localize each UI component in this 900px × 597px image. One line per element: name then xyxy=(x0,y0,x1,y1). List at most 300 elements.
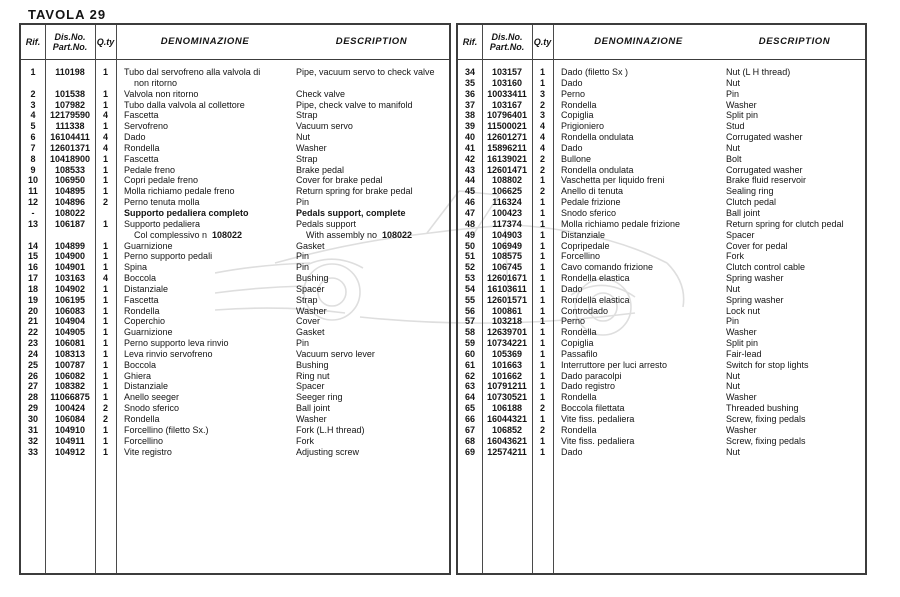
denominazione-cell: Guarnizione xyxy=(124,327,173,338)
quantity-cell: 1 xyxy=(102,327,108,338)
ref-number-cell: 17 xyxy=(27,273,38,284)
denominazione-cell: Snodo sferico xyxy=(124,403,180,414)
quantity-cell: 1 xyxy=(539,359,545,370)
table-row xyxy=(458,100,865,111)
quantity-cell xyxy=(95,208,116,219)
quantity-cell: 1 xyxy=(539,446,545,457)
denominazione-cell: Dado xyxy=(124,132,146,143)
table-body xyxy=(21,60,449,457)
ref-number-cell: 5 xyxy=(30,121,36,132)
part-number-cell: 106852 xyxy=(491,424,523,435)
part-number-cell: 101662 xyxy=(491,370,523,381)
table-row xyxy=(21,447,449,458)
table-row xyxy=(458,262,865,273)
ref-number-cell: 39 xyxy=(464,121,475,132)
description-cell: Bolt xyxy=(726,153,742,164)
table-row xyxy=(21,338,449,349)
part-number-cell: 104912 xyxy=(54,446,86,457)
part-number-cell: 104911 xyxy=(55,435,85,446)
part-number-cell: 12601671 xyxy=(486,273,528,284)
denominazione-cell: Snodo sferico xyxy=(561,207,617,218)
denominazione-cell: Pedale frizione xyxy=(561,197,621,208)
table-row xyxy=(458,110,865,121)
header-description: DESCRIPTION xyxy=(335,36,408,47)
part-number-cell: 108575 xyxy=(491,251,523,262)
part-number-cell: 108313 xyxy=(54,348,86,359)
denominazione-cell: Forcellino (filetto Sx.) xyxy=(124,424,209,435)
table-row xyxy=(21,273,449,284)
part-number-cell: 16043621 xyxy=(486,435,528,446)
part-number-cell: 108533 xyxy=(54,164,86,175)
ref-number-cell: 65 xyxy=(464,403,475,414)
part-number-cell: 104901 xyxy=(54,262,86,273)
header-denominazione: DENOMINAZIONE xyxy=(594,36,683,47)
table-row xyxy=(458,251,865,262)
table-row xyxy=(21,121,449,132)
description-cell: Corrugated washer xyxy=(726,164,803,175)
description-cell: Spacer xyxy=(296,381,325,392)
part-number-cell: 104910 xyxy=(54,424,86,435)
quantity-cell: 1 xyxy=(539,77,545,88)
quantity-cell: 1 xyxy=(102,88,108,99)
ref-number-cell: 16 xyxy=(27,262,38,273)
quantity-cell: 2 xyxy=(102,197,108,208)
quantity-cell: 1 xyxy=(539,197,545,208)
quantity-cell: 1 xyxy=(539,348,545,359)
table-row xyxy=(458,447,865,458)
description-cell: Fork xyxy=(296,435,314,446)
quantity-cell: 1 xyxy=(102,446,108,457)
description-cell: Washer xyxy=(726,392,757,403)
ref-number-cell: 44 xyxy=(464,175,475,186)
table-row xyxy=(458,392,865,403)
quantity-cell: 1 xyxy=(102,121,108,132)
denominazione-cell: Anello seeger xyxy=(124,392,180,403)
quantity-cell: 2 xyxy=(539,99,545,110)
table-row xyxy=(21,186,449,197)
ref-number-cell: 55 xyxy=(464,294,475,305)
description-cell: Threaded bushing xyxy=(726,403,799,414)
part-number-cell: 104905 xyxy=(54,327,86,338)
table-row xyxy=(458,295,865,306)
table-row xyxy=(21,154,449,165)
part-number-cell: 103160 xyxy=(491,77,523,88)
table-row xyxy=(458,414,865,425)
description-cell: Gasket xyxy=(296,240,325,251)
ref-number-cell: 19 xyxy=(27,294,38,305)
description-cell: Strap xyxy=(296,110,318,121)
quantity-cell: 1 xyxy=(102,305,108,316)
table-row xyxy=(21,436,449,447)
ref-number-cell: 13 xyxy=(27,218,38,229)
ref-number-cell: 22 xyxy=(27,327,38,338)
description-cell: Adjusting screw xyxy=(296,446,360,457)
part-number-cell: 104904 xyxy=(54,316,86,327)
quantity-cell: 1 xyxy=(539,283,545,294)
denominazione-cell: Copiglia xyxy=(561,110,594,121)
table-row xyxy=(21,284,449,295)
ref-number-cell: 7 xyxy=(30,142,36,153)
description-cell: Return spring for brake pedal xyxy=(296,186,413,197)
header-part-no: Dis.No. Part.No. xyxy=(489,32,525,52)
quantity-cell: 4 xyxy=(102,273,108,284)
part-number-cell: 12601571 xyxy=(486,294,528,305)
part-number-cell: 15896211 xyxy=(487,142,527,153)
description-cell: Pipe, check valve to manifold xyxy=(296,99,413,110)
ref-number-cell: 53 xyxy=(464,273,475,284)
quantity-cell: 1 xyxy=(539,240,545,251)
description-cell: Nut xyxy=(726,142,741,153)
parts-table-left xyxy=(19,23,451,575)
table-row xyxy=(458,78,865,89)
quantity-cell: 1 xyxy=(102,294,108,305)
part-number-cell: 106745 xyxy=(491,262,523,273)
table-row xyxy=(458,132,865,143)
denominazione-cell: Distanziale xyxy=(124,381,169,392)
quantity-cell: 1 xyxy=(102,262,108,273)
description-cell: Pin xyxy=(296,251,310,262)
description-cell: Clutch control cable xyxy=(726,262,806,273)
description-cell: Corrugated washer xyxy=(726,132,803,143)
quantity-cell: 1 xyxy=(102,164,108,175)
denominazione-cell: Rondella ondulata xyxy=(561,164,634,175)
table-row xyxy=(21,414,449,425)
description-cell: Vacuum servo xyxy=(296,121,353,132)
part-number-cell: 103167 xyxy=(491,99,523,110)
part-number-cell: 108382 xyxy=(54,381,86,392)
header-qty: Q.ty xyxy=(533,37,552,47)
description-cell: Lock nut xyxy=(726,305,761,316)
description-cell: Check valve xyxy=(296,88,346,99)
description-cell: Washer xyxy=(726,424,757,435)
description-cell: Nut xyxy=(726,370,741,381)
denominazione-cell: Anello di tenuta xyxy=(561,186,624,197)
ref-number-cell: 38 xyxy=(464,110,475,121)
part-number-cell: 106188 xyxy=(491,403,523,414)
ref-number-cell: 8 xyxy=(30,153,36,164)
ref-number-cell: 42 xyxy=(464,153,475,164)
part-number-cell: 105369 xyxy=(491,348,523,359)
header-rif: Rif. xyxy=(462,37,478,47)
part-number-cell: 12601471 xyxy=(486,164,528,175)
ref-number-cell: 68 xyxy=(464,435,475,446)
description-cell: Washer xyxy=(296,305,327,316)
quantity-cell: 1 xyxy=(102,240,108,251)
denominazione-cell: Dado xyxy=(561,446,583,457)
ref-number-cell: 40 xyxy=(464,132,475,143)
ref-number-cell: 69 xyxy=(464,446,475,457)
ref-number-cell: 26 xyxy=(27,370,38,381)
part-number-cell: 108022 xyxy=(54,207,86,218)
description-cell: Fork (L.H thread) xyxy=(296,424,365,435)
ref-number-cell: 33 xyxy=(27,446,38,457)
part-number-cell: 101538 xyxy=(54,88,86,99)
table-row xyxy=(21,251,449,262)
part-number-cell: 106083 xyxy=(54,305,86,316)
denominazione-cell: Fascetta xyxy=(124,294,159,305)
table-row xyxy=(21,295,449,306)
table-row xyxy=(458,349,865,360)
ref-number-cell: 29 xyxy=(27,403,38,414)
part-number-cell: 110198 xyxy=(55,67,85,77)
denominazione-cell: Perno xyxy=(561,88,586,99)
ref-number-cell: 24 xyxy=(27,348,38,359)
denominazione-cell: Controdado xyxy=(561,305,609,316)
denominazione-cell: Rondella ondulata xyxy=(561,132,634,143)
part-number-cell: 16044321 xyxy=(486,414,528,424)
part-number-cell: 12601371 xyxy=(49,142,91,153)
quantity-cell: 1 xyxy=(539,273,545,284)
part-number-cell: 106081 xyxy=(54,338,86,349)
quantity-cell: 2 xyxy=(539,424,545,435)
quantity-cell: 1 xyxy=(102,218,108,229)
part-number-cell: 106950 xyxy=(54,175,86,186)
table-row xyxy=(21,306,449,317)
description-cell: Strap xyxy=(296,153,318,164)
table-row xyxy=(21,241,449,252)
part-number-cell: 100424 xyxy=(54,403,86,414)
denominazione-cell: Forcellino xyxy=(124,435,164,446)
part-number-cell: 11500021 xyxy=(487,121,527,132)
table-row xyxy=(21,197,449,208)
quantity-cell: 4 xyxy=(539,121,545,132)
description-cell: Fork xyxy=(726,251,744,262)
table-row xyxy=(458,186,865,197)
description-cell: Switch for stop lights xyxy=(726,359,809,370)
part-number-cell: 106195 xyxy=(54,294,86,305)
description-cell: Screw, fixing pedals xyxy=(726,435,806,446)
table-row xyxy=(21,316,449,327)
description-cell: Clutch pedal xyxy=(726,197,777,208)
quantity-cell: 1 xyxy=(539,262,545,273)
quantity-cell: 1 xyxy=(102,370,108,381)
table-row xyxy=(458,338,865,349)
part-number-cell: 10796401 xyxy=(486,110,528,121)
ref-number-cell: 12 xyxy=(27,197,38,208)
quantity-cell: 2 xyxy=(539,164,545,175)
ref-number-cell: 51 xyxy=(464,251,475,262)
description-cell: Stud xyxy=(726,121,745,132)
table-row xyxy=(21,425,449,436)
denominazione-cell: Rondella xyxy=(561,424,597,435)
part-number-cell: 104900 xyxy=(54,251,86,262)
ref-number-cell: 64 xyxy=(464,392,475,403)
quantity-cell: 2 xyxy=(539,186,545,197)
ref-number-cell: 59 xyxy=(464,338,475,349)
quantity-cell: 4 xyxy=(102,132,108,143)
header-description: DESCRIPTION xyxy=(758,36,831,47)
ref-number-cell: 32 xyxy=(27,435,38,446)
description-cell: Strap xyxy=(296,294,318,305)
table-row xyxy=(458,67,865,78)
quantity-cell: 1 xyxy=(539,251,545,262)
description-cell: Cover for pedal xyxy=(726,240,788,251)
ref-number-cell: 15 xyxy=(27,251,38,262)
denominazione-cell: Supporto pedaliera completo xyxy=(124,207,249,218)
quantity-cell: 1 xyxy=(539,67,545,77)
denominazione-cell: Dado (filetto Sx ) xyxy=(561,67,629,77)
ref-number-cell: 57 xyxy=(464,316,475,327)
description-cell: Ball joint xyxy=(726,207,761,218)
denominazione-cell: Rondella xyxy=(561,99,597,110)
table-row xyxy=(458,403,865,414)
quantity-cell: 4 xyxy=(539,132,545,143)
quantity-cell: 1 xyxy=(539,218,545,229)
part-number-cell: 104895 xyxy=(54,186,86,197)
table-row xyxy=(458,241,865,252)
ref-number-cell: 4 xyxy=(30,110,36,121)
table-row xyxy=(21,381,449,392)
denominazione-cell: Rondella xyxy=(124,414,160,424)
part-number-cell: 101663 xyxy=(491,359,523,370)
denominazione-cell: Cavo comando frizione xyxy=(561,262,654,273)
denominazione-cell: Perno tenuta molla xyxy=(124,197,200,208)
quantity-cell: 1 xyxy=(539,381,545,392)
part-number-cell: 10033411 xyxy=(487,88,527,99)
ref-number-cell: 25 xyxy=(27,359,38,370)
denominazione-cell: Servofreno xyxy=(124,121,169,132)
description-cell: Return spring for clutch pedal xyxy=(726,218,844,229)
part-number-cell: 10730521 xyxy=(486,392,528,403)
denominazione-cell: Supporto pedaliera Col complessivo n 108022 xyxy=(124,218,243,240)
description-cell: Pin xyxy=(726,316,740,327)
denominazione-cell: Rondella elastica xyxy=(561,294,630,305)
quantity-cell: 2 xyxy=(102,414,108,424)
ref-number-cell: 62 xyxy=(464,370,475,381)
quantity-cell: 1 xyxy=(102,435,108,446)
parts-table-right xyxy=(456,23,867,575)
denominazione-cell: Vaschetta per liquido freni xyxy=(561,175,665,186)
quantity-cell: 3 xyxy=(539,88,545,99)
table-row xyxy=(458,89,865,100)
part-number-cell: 12601271 xyxy=(486,132,528,143)
quantity-cell: 1 xyxy=(539,175,545,186)
denominazione-cell: Boccola xyxy=(124,359,157,370)
quantity-cell: 2 xyxy=(102,403,108,414)
table-row xyxy=(21,132,449,143)
quantity-cell: 1 xyxy=(539,294,545,305)
table-row xyxy=(458,121,865,132)
part-number-cell: 107982 xyxy=(54,99,86,110)
table-body xyxy=(458,60,865,457)
ref-number-cell: 36 xyxy=(464,88,475,99)
description-cell: Seeger ring xyxy=(296,392,343,403)
ref-number-cell: 58 xyxy=(464,327,475,338)
table-row xyxy=(21,360,449,371)
header-rif: Rif. xyxy=(25,37,41,47)
description-cell: Cover xyxy=(296,316,321,327)
description-cell: Pin xyxy=(296,338,310,349)
ref-number-cell: 34 xyxy=(464,67,475,77)
part-number-cell: 103163 xyxy=(54,273,86,284)
header-qty: Q.ty xyxy=(96,37,115,47)
part-number-cell: 10791211 xyxy=(487,381,527,392)
denominazione-cell: Rondella xyxy=(124,142,160,153)
ref-number-cell: 47 xyxy=(464,207,475,218)
header-part-no: Dis.No. Part.No. xyxy=(52,32,88,52)
description-cell: Spring washer xyxy=(726,294,784,305)
denominazione-cell: Copripedale xyxy=(561,240,610,251)
ref-number-cell: 27 xyxy=(27,381,38,392)
ref-number-cell: 41 xyxy=(464,142,475,153)
table-row xyxy=(21,392,449,403)
quantity-cell: 1 xyxy=(539,392,545,403)
description-cell: Brake pedal xyxy=(296,164,345,175)
table-row xyxy=(458,230,865,241)
ref-number-cell: 1 xyxy=(30,67,36,77)
ref-number-cell: 2 xyxy=(30,88,36,99)
denominazione-cell: Molla richiamo pedale freno xyxy=(124,186,235,197)
part-number-cell: 103218 xyxy=(491,316,523,327)
table-row xyxy=(458,327,865,338)
denominazione-cell: Dado xyxy=(561,283,583,294)
denominazione-cell: Tubo dalla valvola al collettore xyxy=(124,99,245,110)
denominazione-cell: Boccola filettata xyxy=(561,403,625,414)
quantity-cell: 1 xyxy=(539,305,545,316)
quantity-cell: 1 xyxy=(102,99,108,110)
quantity-cell: 1 xyxy=(102,153,108,164)
ref-number-cell: - xyxy=(31,207,35,218)
part-number-cell: 12179590 xyxy=(49,110,91,121)
table-header xyxy=(21,25,449,60)
denominazione-cell: Distanziale xyxy=(561,229,606,240)
table-row xyxy=(458,436,865,447)
denominazione-cell: Passafilo xyxy=(561,348,598,359)
table-row xyxy=(458,316,865,327)
denominazione-cell: Dado xyxy=(561,142,583,153)
ref-number-cell: 61 xyxy=(464,359,475,370)
denominazione-cell: Fascetta xyxy=(124,110,159,121)
description-cell: Pin xyxy=(296,262,310,273)
ref-number-cell: 50 xyxy=(464,240,475,251)
table-row xyxy=(21,89,449,100)
part-number-cell: 117374 xyxy=(492,218,522,229)
table-row xyxy=(458,371,865,382)
part-number-cell: 104899 xyxy=(54,240,86,251)
quantity-cell: 1 xyxy=(102,283,108,294)
part-number-cell: 103157 xyxy=(491,67,523,77)
part-number-cell: 16104411 xyxy=(50,132,90,143)
ref-number-cell: 31 xyxy=(27,424,38,435)
quantity-cell: 2 xyxy=(539,153,545,164)
ref-number-cell: 21 xyxy=(27,316,38,327)
description-cell: Pipe, vacuum servo to check valve xyxy=(296,67,435,77)
denominazione-cell: Prigioniero xyxy=(561,121,605,132)
part-number-cell: 106084 xyxy=(54,414,86,424)
part-number-cell: 12574211 xyxy=(487,446,527,457)
description-cell: Nut xyxy=(296,132,311,143)
description-cell: Washer xyxy=(296,414,327,424)
table-header xyxy=(458,25,865,60)
table-row xyxy=(21,262,449,273)
table-row xyxy=(458,360,865,371)
part-number-cell: 16103611 xyxy=(487,283,527,294)
table-row xyxy=(21,100,449,111)
description-cell: Bushing xyxy=(296,273,329,284)
quantity-cell: 4 xyxy=(539,142,545,153)
denominazione-cell: Valvola non ritorno xyxy=(124,88,199,99)
denominazione-cell: Tubo dal servofreno alla valvola di non ritorno xyxy=(124,67,261,88)
denominazione-cell: Forcellino xyxy=(561,251,601,262)
quantity-cell: 1 xyxy=(539,229,545,240)
ref-number-cell: 30 xyxy=(27,414,38,424)
denominazione-cell: Pedale freno xyxy=(124,164,176,175)
quantity-cell: 1 xyxy=(102,251,108,262)
denominazione-cell: Bullone xyxy=(561,153,592,164)
table-row xyxy=(21,219,449,241)
table-row xyxy=(21,165,449,176)
quantity-cell: 1 xyxy=(539,327,545,338)
